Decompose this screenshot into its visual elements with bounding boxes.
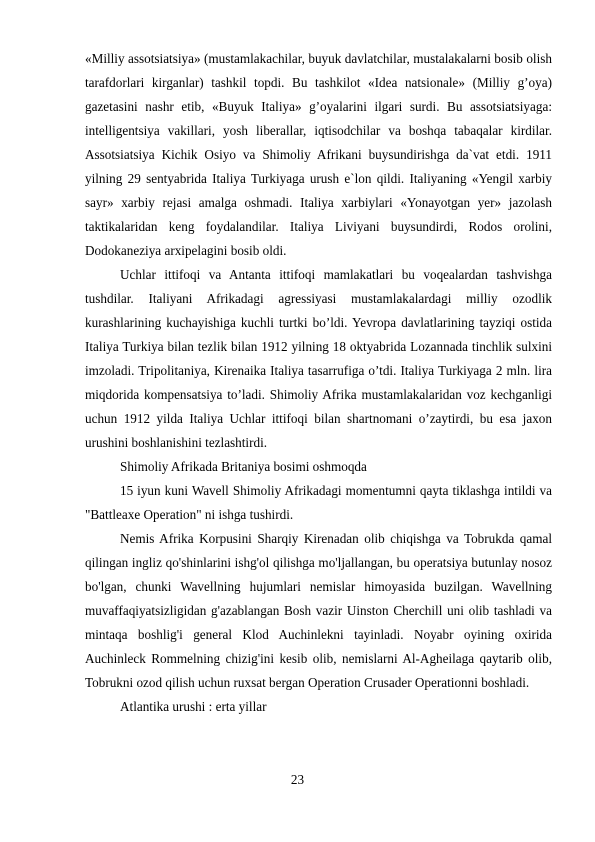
- body-text: [85, 47, 552, 719]
- page-number: 23: [290, 772, 305, 787]
- section-heading-shimoliy-afrika: Shimoliy Afrikada Britaniya bosimi oshmoqda: [120, 459, 367, 474]
- section-heading-atlantika: Atlantika urushi : erta yillar: [120, 699, 267, 714]
- paragraph-uchlar-ittifoqi: Uchlar ittifoqi va Antanta ittifoqi mamlakatlari bu voqealardan tashvishga tushdilar. Italiyani Afrikadagi agressiyasi mustamlakalardagi milliy ozodlik kurashlarining kuchayishiga kuchli turtki bo’ldi. Yevropa davlatlarining tayziqi ostida Italiya Turkiya bilan tezlik bilan 1912 yilning 18 oktyabrida Lozannada tinchlik sulxini imzoladi. Tripolitaniya, Kirenaika Italiya tasarrufiga o’tdi. Italiya Turkiyaga 2 mln. lira miqdorida kompensatsiya to’ladi. Shimoliy Afrika mustamlakalaridan voz kechganligi uchun 1912 yilda Italiya Uchlar ittifoqi bilan shartnomani o’zaytirdi, bu esa jaxon urushini boshlanishini tezlashtirdi.: [85, 267, 552, 450]
- paragraph-nemis-afrika-korpusi: Nemis Afrika Korpusini Sharqiy Kirenadan olib chiqishga va Tobrukda qamal qilingan ingliz qo'shinlarini ishg'ol qilishga mo'ljallangan, bu operatsiya butunlay nosoz bo'lgan, chunki Wavellning hujumlari nemislar himoyasida buzilgan. Wavellning muvaffaqiyatsizligidan g'azablangan Bosh vazir Uinston Cherchill uni olib tashladi va mintaqa boshlig'i general Klod Auchinlekni tayinladi. Noyabr oyining oxirida Auchinleck Rommelning chizig'ini kesib olib, nemislarni Al-Agheilaga qaytarib olib, Tobrukni ozod qilish uchun ruxsat bergan Operation Crusader Operationni boshladi.: [85, 531, 552, 690]
- paragraph-assotsiatsiya: «Milliy assotsiatsiya» (mustamlakachilar, buyuk davlatchilar, mustalakalarni bosib olish tarafdorlari kirganlar) tashkil topdi. Bu tashkilot «Idea natsionale» (Milliy g’oya) gazetasini nashr etib, «Buyuk Italiya» g’oyalarini ilgari surdi. Bu assotsiatsiyaga: intelligentsiya vakillari, yosh liberallar, iqtisodchilar va boshqa tabaqalar kirdilar. Assotsiatsiya Kichik Osiyo va Shimoliy Afrikani buysundirishga da`vat etdi. 1911 yilning 29 sentyabrida Italiya Turkiyaga urush e`lon qildi. Italiyaning «Yengil xarbiy sayr» xarbiy rejasi amalga oshmadi. Italiya xarbiylari «Yonayotgan yer» jazolash taktikalaridan keng foydalandilar. Italiya Liviyani buysundirdi, Rodos orolini, Dodokaneziya arxipelagini bosib oldi.: [85, 51, 552, 258]
- paragraph-battleaxe: 15 iyun kuni Wavell Shimoliy Afrikadagi momentumni qayta tiklashga intildi va "Battleaxe Operation" ni ishga tushirdi.: [85, 483, 552, 522]
